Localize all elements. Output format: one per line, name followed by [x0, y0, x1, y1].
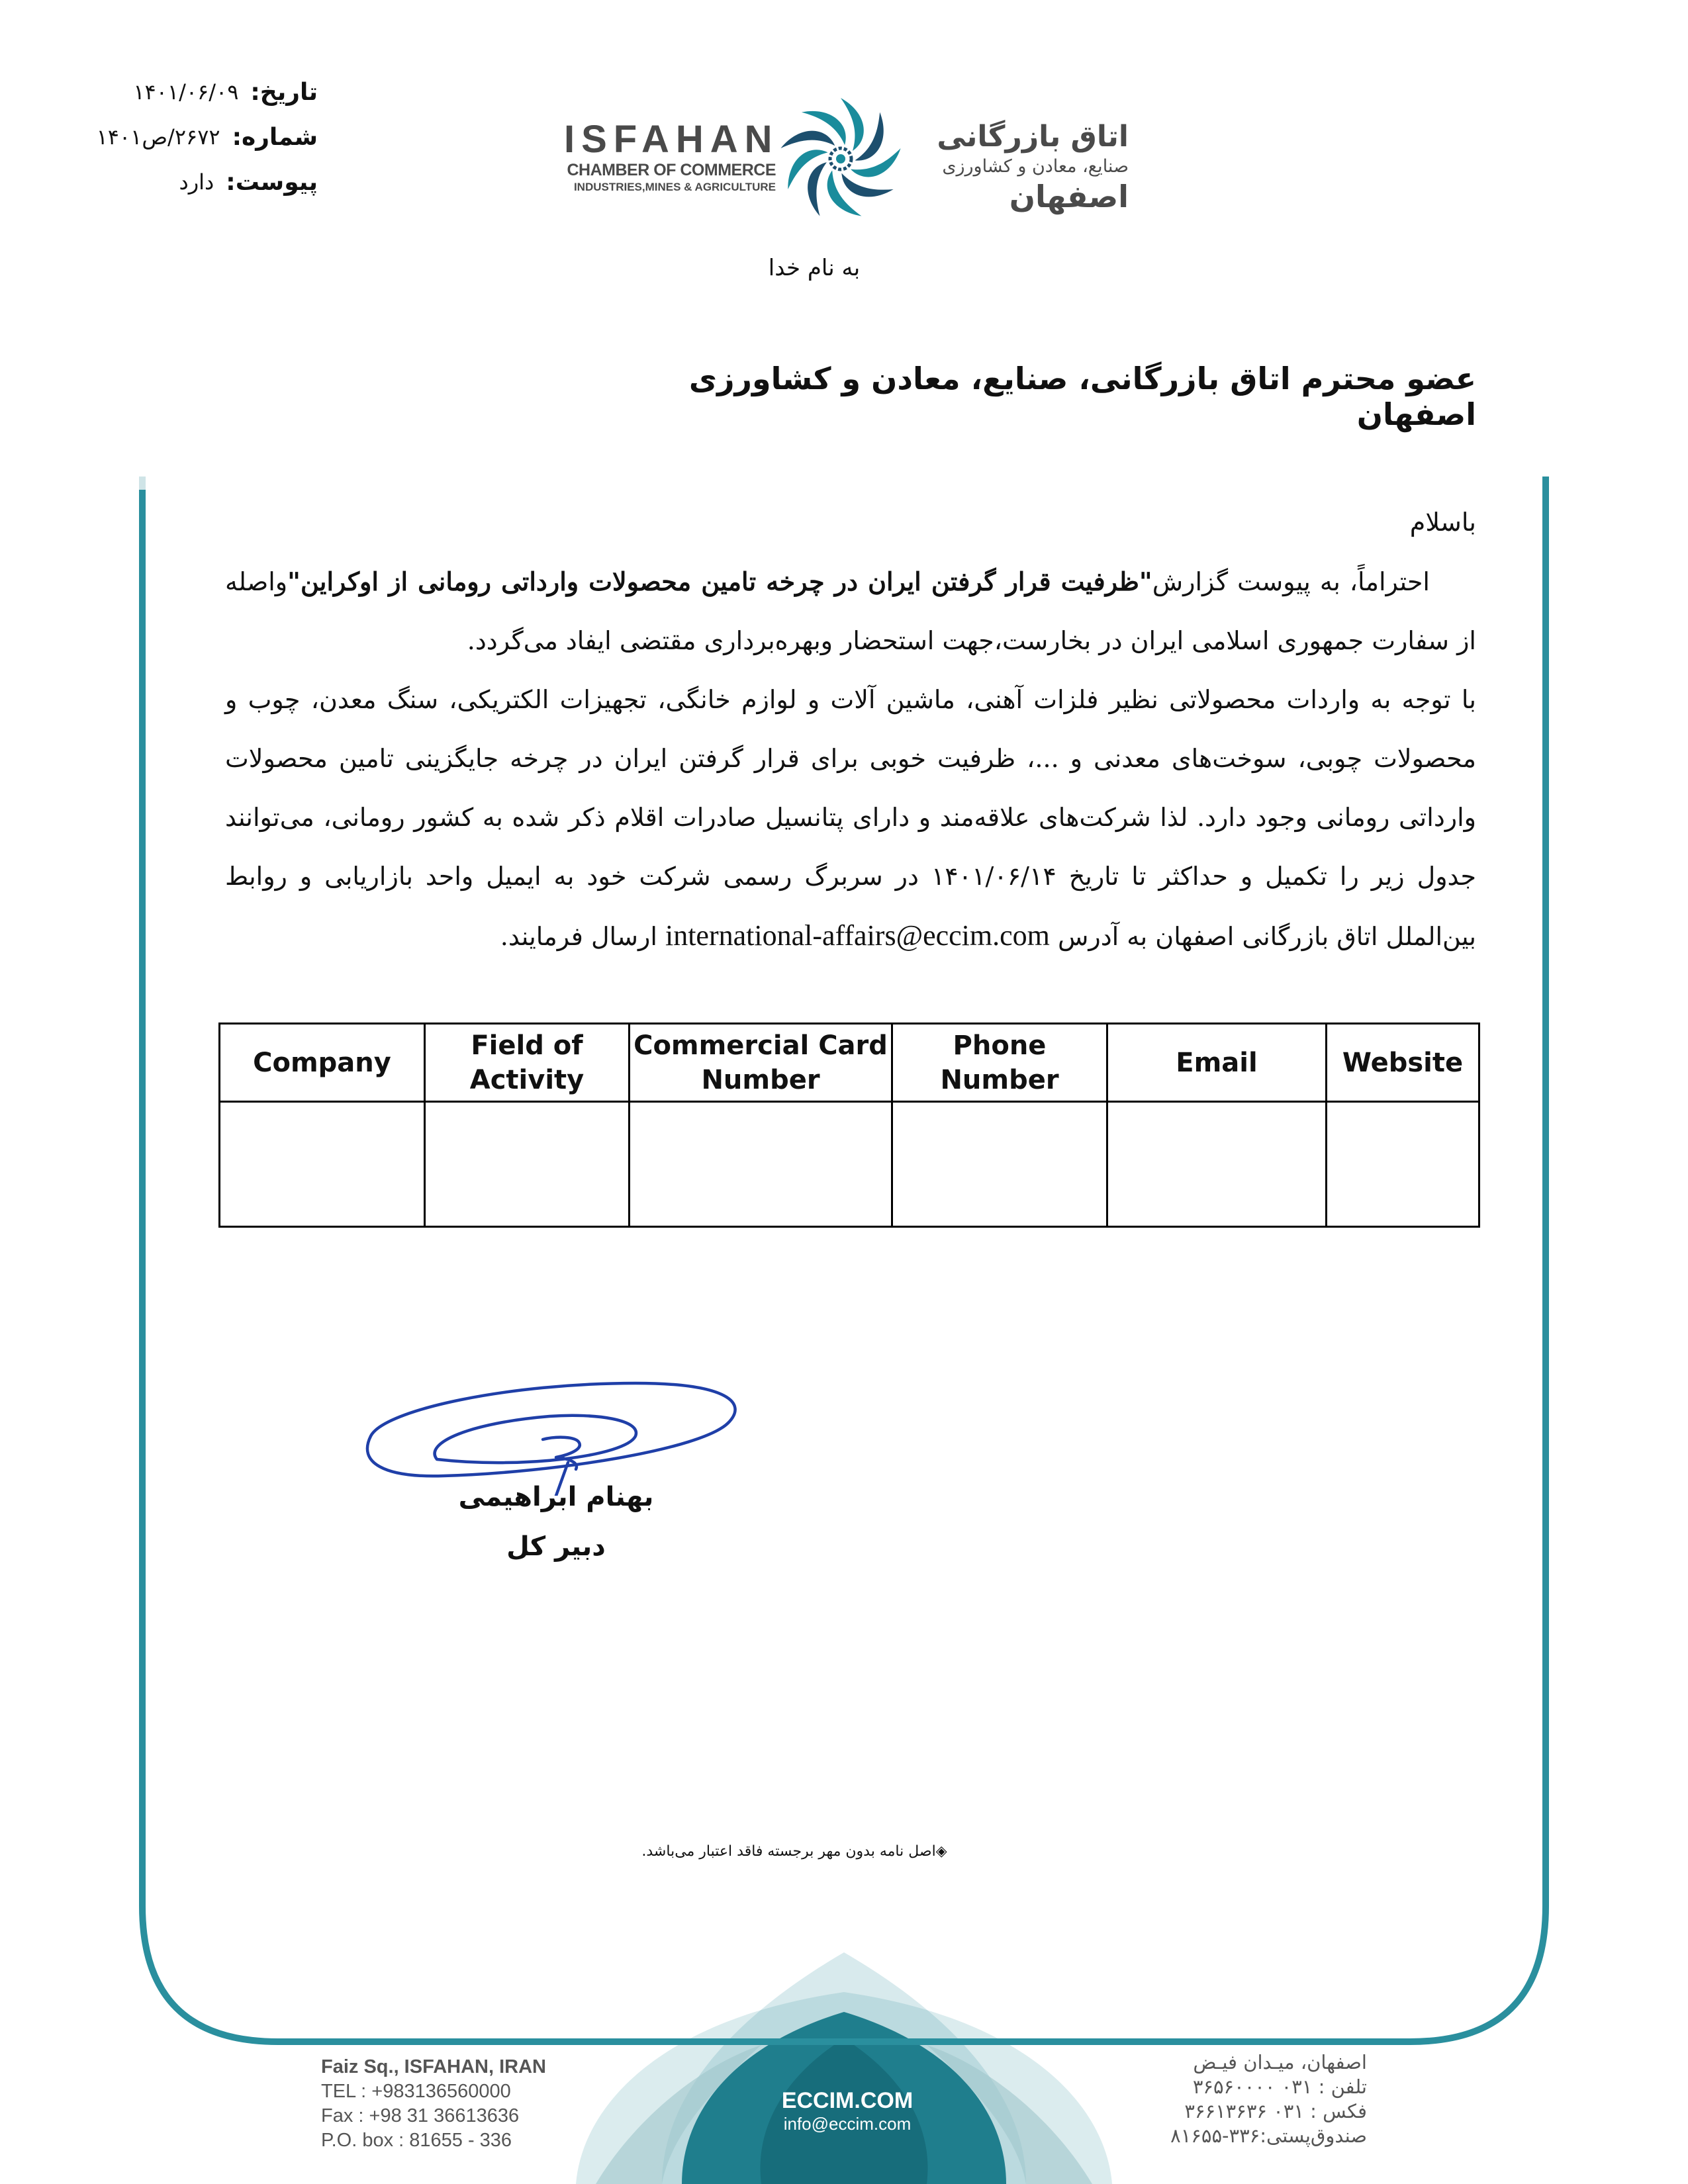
- footer-fa-pobox: صندوق‌پستی:۳۳۶-۸۱۶۵۵: [1170, 2124, 1367, 2147]
- validity-note: ◈اصل نامه بدون مهر برجسته فاقد اعتبار می‌باشد.: [641, 1843, 947, 1860]
- cell-email[interactable]: [1107, 1102, 1327, 1227]
- attachment-label: پیوست:: [226, 168, 318, 196]
- col-commercial-card-number: Commercial Card Number: [630, 1024, 892, 1102]
- footer-en-address: Faiz Sq., ISFAHAN, IRAN: [321, 2056, 546, 2077]
- footer-en-pobox: P.O. box : 81655 - 336: [321, 2130, 512, 2151]
- logo-en-line2: CHAMBER OF COMMERCE: [567, 161, 776, 179]
- company-info-table: [218, 1023, 1480, 1228]
- signer-title: دبیر کل: [506, 1531, 606, 1562]
- date-value: ۱۴۰۱/۰۶/۰۹: [133, 79, 239, 105]
- p2-end: ارسال فرمایند.: [500, 922, 657, 951]
- cell-company[interactable]: [220, 1102, 425, 1227]
- table-row: [220, 1102, 1479, 1227]
- email-address-link[interactable]: international-affairs@eccim.com: [665, 919, 1050, 952]
- footer-fa-address: اصفهان، میـدان فیـض: [1193, 2051, 1367, 2073]
- logo-fa-line3: اصفهان: [1009, 179, 1129, 214]
- number-row: [93, 114, 318, 159]
- cell-commercial-card-number[interactable]: [630, 1102, 892, 1227]
- date-label: تاریخ:: [250, 78, 318, 106]
- footer-en-tel: TEL : +983136560000: [321, 2081, 511, 2102]
- date-row: [93, 69, 318, 114]
- p1-report-title: "ظرفیت قرار گرفتن ایران در چرخه تامین محصولات وارداتی رومانی از اوکراین": [287, 567, 1152, 596]
- col-email: Email: [1107, 1024, 1327, 1102]
- footer-fa-fax: فکس : ۰۳۱ ۳۶۶۱۳۶۳۶: [1184, 2100, 1367, 2122]
- signer-name: بهنام ابراهیمی: [458, 1482, 654, 1512]
- recipient-heading: عضو محترم اتاق بازرگانی، صنایع، معادن و کشاورزی اصفهان: [688, 361, 1476, 432]
- cell-field-of-activity[interactable]: [425, 1102, 630, 1227]
- p1-after: واصله از سفارت جمهوری اسلامی ایران در بخارست،جهت استحضار وبهره‌برداری مقتضی ایفاد می‌گردد.: [225, 567, 1476, 655]
- paragraph-2: [225, 670, 1476, 966]
- footer-email-link[interactable]: info@eccim.com: [783, 2114, 912, 2134]
- footer-address-fa: [1072, 2050, 1367, 2148]
- chamber-logo-icon: [774, 93, 907, 225]
- col-phone-number: Phone Number: [892, 1024, 1107, 1102]
- attachment-row: [93, 159, 318, 205]
- letter-meta: [93, 69, 318, 205]
- attachment-value: دارد: [179, 169, 214, 195]
- col-website: Website: [1327, 1024, 1479, 1102]
- p2-main: با توجه به واردات محصولاتی نظیر فلزات آهنی، ماشین آلات و لوازم خانگی، تجهیزات الکتریکی، سنگ معدن، چوب و محصولات چوبی، سوخت‌های معدنی و ...، ظرفیت خوبی برای قرار گرفتن ایران در چرخه جایگزینی تامین محصولات وارداتی رومانی وجود دارد. لذا شرکت‌های علاقه‌مند و دارای پتانسیل صادرات اقلام ذکر شده به کشور رومانی، می‌توانند جدول زیر را تکمیل و حداکثر تا تاریخ ۱۴۰۱/۰۶/۱۴ در سربرگ رسمی شرکت خود به ایمیل واحد بازاریابی و روابط بین‌الملل اتاق بازرگانی اصفهان به آدرس: [225, 685, 1476, 951]
- footer-website: [748, 2088, 947, 2134]
- greeting: باسلام: [1409, 508, 1476, 537]
- logo-en-line3: INDUSTRIES,MINES & AGRICULTURE: [573, 181, 776, 193]
- logo-en-line1: ISFAHAN: [564, 118, 779, 161]
- cell-website[interactable]: [1327, 1102, 1479, 1227]
- footer-en-fax: Fax : +98 31 36613636: [321, 2105, 520, 2126]
- logo-fa-line2: صنایع، معادن و کشاورزی: [942, 156, 1129, 177]
- table-header-row: [220, 1024, 1479, 1102]
- footer-lotus-graphic: [576, 1952, 1112, 2184]
- footer-site-link[interactable]: ECCIM.COM: [781, 2088, 914, 2113]
- bismillah: به نام خدا: [768, 255, 861, 281]
- paragraph-1: [225, 552, 1476, 670]
- logo-english: [564, 118, 779, 195]
- letter-body: [225, 493, 1476, 966]
- logo-persian: [917, 119, 1129, 214]
- col-company: Company: [220, 1024, 425, 1102]
- col-field-of-activity: Field of Activity: [425, 1024, 630, 1102]
- number-label: شماره:: [232, 123, 318, 151]
- signer-block: [430, 1473, 682, 1572]
- p1-before: احتراماً، به پیوست گزارش: [1152, 567, 1430, 596]
- footer-fa-tel: تلفن : ۰۳۱ ۳۶۵۶۰۰۰۰: [1192, 2075, 1367, 2098]
- number-value: ۲۶۷۲/ص۱۴۰۱: [96, 124, 220, 150]
- logo-fa-line1: اتاق بازرگانی: [937, 120, 1129, 154]
- cell-phone-number[interactable]: [892, 1102, 1107, 1227]
- footer-address-en: [321, 2055, 599, 2153]
